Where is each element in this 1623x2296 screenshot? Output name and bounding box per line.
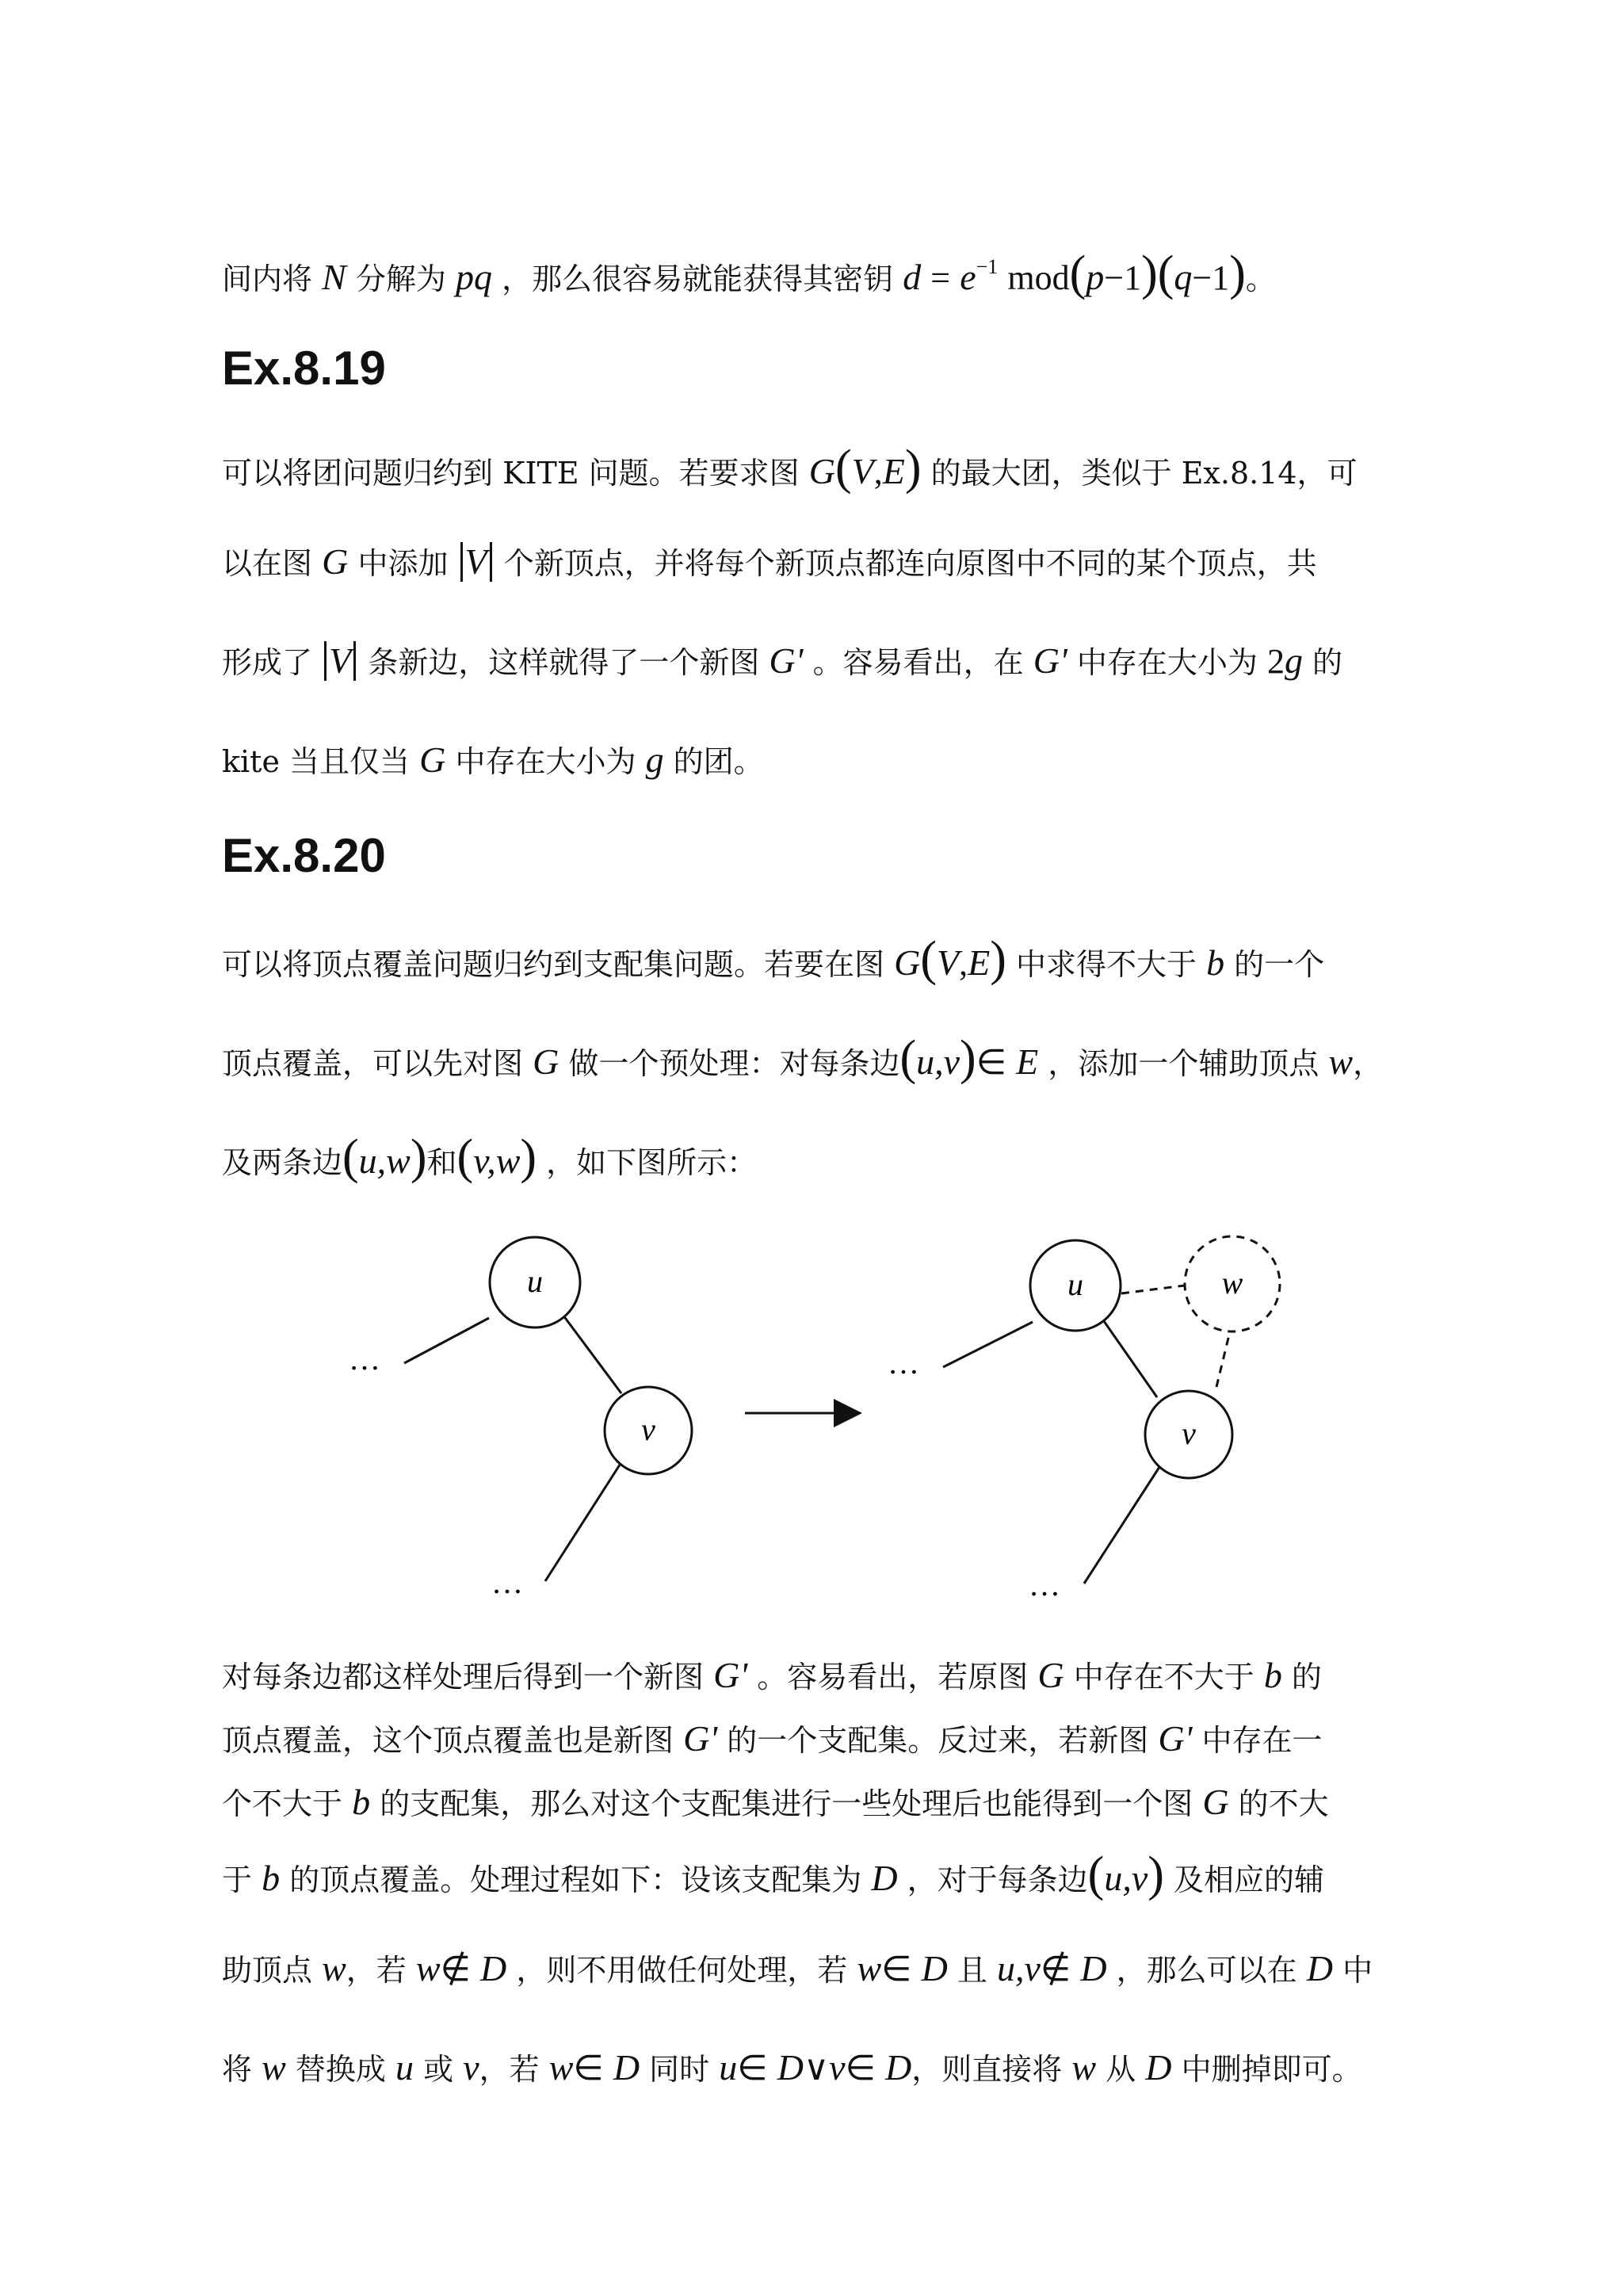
right-label-v: v bbox=[1182, 1415, 1196, 1451]
left-edge-u-v bbox=[563, 1316, 621, 1393]
right-edge-to-dots bbox=[943, 1322, 1033, 1367]
right-dots-left: … bbox=[888, 1345, 919, 1381]
vertex-transform-diagram bbox=[0, 1189, 1623, 1633]
right-edge-u-v bbox=[1104, 1321, 1157, 1397]
right-dots-bottom: … bbox=[1029, 1567, 1060, 1603]
left-dots-left: … bbox=[349, 1341, 380, 1377]
left-label-u: u bbox=[527, 1263, 543, 1299]
ex820-line-3: 及两条边(u,w)和(v,w) ，如下图所示： bbox=[222, 1130, 758, 1184]
heading-ex-8-19: Ex.8.19 bbox=[222, 342, 386, 395]
left-label-v: v bbox=[641, 1412, 655, 1447]
right-graph bbox=[888, 1236, 1280, 1603]
ex819-line-1: 可以将团问题归约到 KITE 问题。若要求图 G(V,E) 的最大团，类似于 Ex.8.14，可 bbox=[222, 441, 1358, 495]
right-edge-v-w-dashed bbox=[1216, 1331, 1230, 1387]
left-graph bbox=[349, 1237, 692, 1600]
ex820-para-line-6: 将 w 替换成 u 或 v，若 w∈ D 同时 u∈ D∨v∈ D，则直接将 w 从 D 中删掉即可。 bbox=[222, 2047, 1362, 2088]
right-label-u: u bbox=[1067, 1266, 1083, 1302]
right-edge-u-w-dashed bbox=[1121, 1286, 1185, 1293]
intro-line-1: 间内将 N 分解为 pq ，那么很容易就能获得其密钥 $d = e^{-1}$ mod(p−1)(q−1)。 bbox=[222, 246, 1276, 300]
ex819-line-4: kite 当且仅当 G 中存在大小为 g 的团。 bbox=[222, 739, 764, 780]
heading-ex-8-20: Ex.8.20 bbox=[222, 829, 386, 882]
ex819-line-3: 形成了 V 条新边，这样就得了一个新图 G' 。容易看出，在 G' 中存在大小为 2g 的 bbox=[222, 640, 1343, 681]
ex820-para-line-2: 顶点覆盖，这个顶点覆盖也是新图 G' 的一个支配集。反过来，若新图 G' 中存在一 bbox=[222, 1718, 1323, 1759]
right-label-w: w bbox=[1221, 1265, 1243, 1301]
right-edge-v-dots bbox=[1084, 1465, 1161, 1584]
ex820-line-1: 可以将顶点覆盖问题归约到支配集问题。若要在图 G(V,E) 中求得不大于 b 的一个 bbox=[222, 932, 1325, 986]
ex820-para-line-4: 于 b 的顶点覆盖。处理过程如下：设该支配集为 D ，对于每条边(u,v) 及相应的辅 bbox=[222, 1847, 1324, 1901]
ex820-line-2: 顶点覆盖，可以先对图 G 做一个预处理：对每条边(u,v)∈ E ，添加一个辅助顶点 w， bbox=[222, 1031, 1384, 1085]
left-dots-bottom: … bbox=[491, 1564, 523, 1600]
ex820-para-line-3: 个不大于 b 的支配集，那么对这个支配集进行一些处理后也能得到一个图 G 的不大 bbox=[222, 1782, 1329, 1822]
left-edge-to-dots bbox=[404, 1318, 489, 1363]
ex820-para-line-1: 对每条边都这样处理后得到一个新图 G' 。容易看出，若原图 G 中存在不大于 b 的 bbox=[222, 1655, 1322, 1695]
ex819-line-2: 以在图 G 中添加 V 个新顶点，并将每个新顶点都连向原图中不同的某个顶点，共 bbox=[222, 541, 1317, 582]
left-edge-v-dots bbox=[545, 1460, 623, 1581]
ex820-para-line-5: 助顶点 w，若 w∉ D ，则不用做任何处理，若 w∈ D 且 u,v∉ D ，那么可以在 D 中 bbox=[222, 1948, 1373, 1988]
